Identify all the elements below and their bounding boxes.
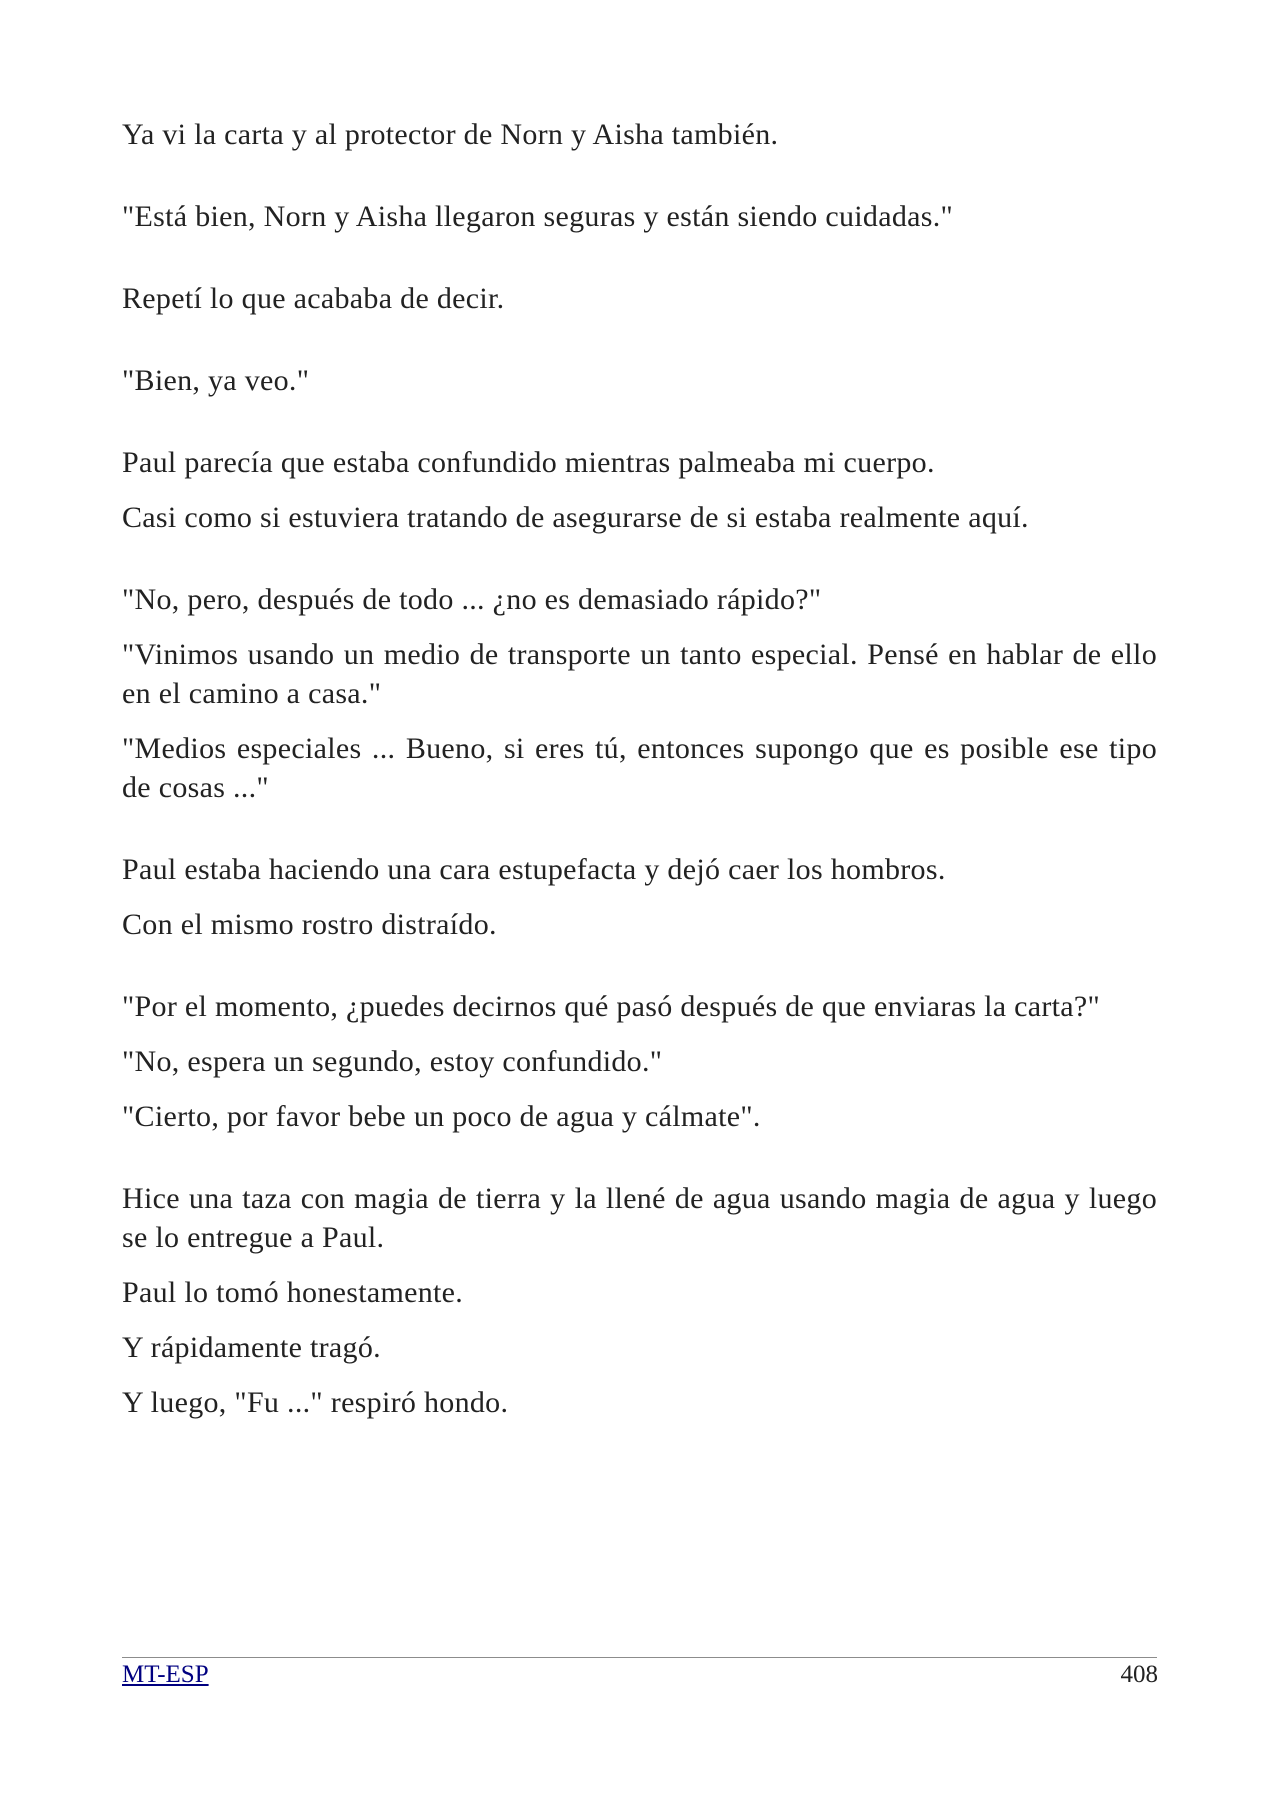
paragraph: "Medios especiales ... Bueno, si eres tú, entonces supongo que es posible ese tipo de cosas ..."	[122, 732, 1157, 804]
paragraph: "Bien, ya veo."	[122, 364, 310, 397]
paragraph: Repetí lo que acababa de decir.	[122, 282, 505, 315]
paragraph: Y luego, "Fu ..." respiró hondo.	[122, 1386, 509, 1419]
paragraph: Con el mismo rostro distraído.	[122, 908, 497, 941]
paragraph: "Está bien, Norn y Aisha llegaron seguras y están siendo cuidadas."	[122, 200, 954, 233]
paragraph: "Cierto, por favor bebe un poco de agua y cálmate".	[122, 1100, 761, 1133]
paragraph: "No, espera un segundo, estoy confundido."	[122, 1045, 663, 1078]
paragraph: Paul lo tomó honestamente.	[122, 1276, 464, 1309]
paragraph: Paul estaba haciendo una cara estupefacta y dejó caer los hombros.	[122, 853, 946, 886]
paragraph: Y rápidamente tragó.	[122, 1331, 381, 1364]
paragraph: Casi como si estuviera tratando de asegurarse de si estaba realmente aquí.	[122, 501, 1029, 534]
footer-divider	[122, 1657, 1157, 1658]
paragraph: "No, pero, después de todo ... ¿no es demasiado rápido?"	[122, 583, 822, 616]
page-number: 408	[1120, 1661, 1158, 1688]
paragraph: Hice una taza con magia de tierra y la llené de agua usando magia de agua y luego se lo entregue a Paul.	[122, 1182, 1157, 1254]
paragraph: Ya vi la carta y al protector de Norn y Aisha también.	[122, 118, 779, 151]
document-body	[122, 115, 1157, 1422]
paragraph: "Por el momento, ¿puedes decirnos qué pasó después de que enviaras la carta?"	[122, 990, 1101, 1023]
paragraph: Paul parecía que estaba confundido mientras palmeaba mi cuerpo.	[122, 446, 935, 479]
footer-link[interactable]: MT-ESP	[122, 1661, 209, 1688]
paragraph: "Vinimos usando un medio de transporte un tanto especial. Pensé en hablar de ello en el camino a casa."	[122, 638, 1157, 710]
